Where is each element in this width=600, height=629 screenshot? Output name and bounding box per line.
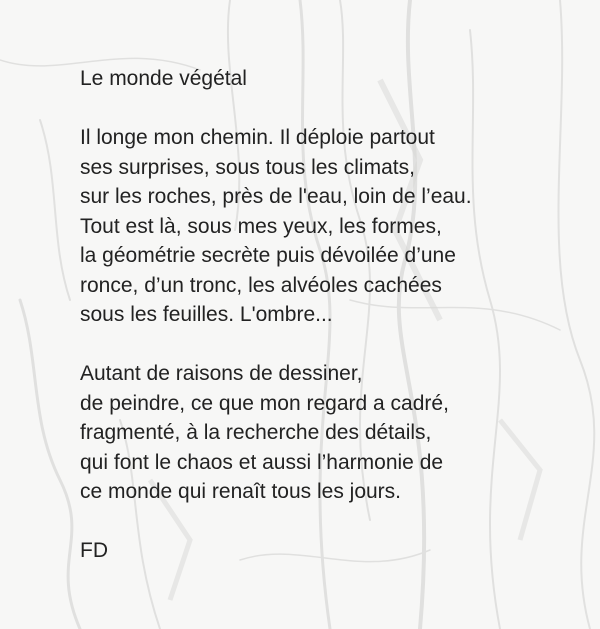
spacer (80, 507, 580, 537)
signature: FD (80, 539, 108, 562)
poem-line: ce monde qui renaît tous les jours. (80, 480, 402, 503)
poem-line: Autant de raisons de dessiner, (80, 362, 363, 385)
poem-line: sur les roches, près de l'eau, loin de l’eau. (80, 185, 472, 208)
spacer (80, 94, 580, 124)
poem-line: Il longe mon chemin. Il déploie partout (80, 126, 435, 149)
poem-line: fragmenté, à la recherche des détails, (80, 421, 432, 444)
poem-text (80, 64, 580, 566)
poem-title: Le monde végétal (80, 67, 247, 90)
poem-line: Tout est là, sous mes yeux, les formes, (80, 214, 442, 238)
poem-line: qui font le chaos et aussi l’harmonie de (80, 450, 444, 474)
poem-line: ses surprises, sous tous les climats, (80, 155, 415, 179)
poem-line: la géométrie secrète puis dévoilée d’une (80, 244, 456, 267)
poem-line: ronce, d’un tronc, les alvéoles cachées (80, 273, 442, 297)
poem-line: sous les feuilles. L'ombre... (80, 303, 333, 326)
poem-line: de peindre, ce que mon regard a cadré, (80, 391, 449, 415)
spacer (80, 330, 580, 360)
